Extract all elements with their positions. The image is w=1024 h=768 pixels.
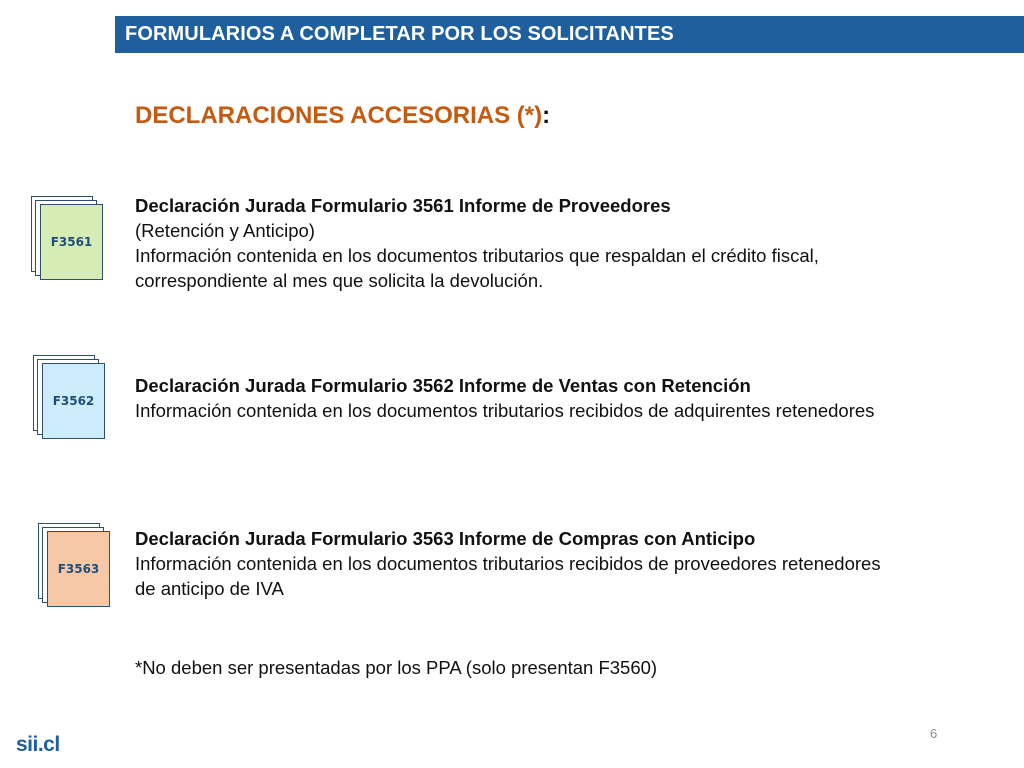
form-f3561-line: Información contenida en los documentos tributarios que respaldan el crédito fiscal,: [135, 245, 819, 266]
header-bar: [115, 16, 1024, 53]
form-f3563-description: [135, 526, 1010, 601]
section-title: [135, 102, 550, 130]
section-title-colon: :: [542, 102, 551, 129]
form-f3561-description: [135, 193, 1010, 293]
form-f3561-title: Declaración Jurada Formulario 3561 Informe de Proveedores: [135, 195, 671, 216]
form-f3561-icon: [31, 196, 103, 280]
page-number: 6: [930, 726, 938, 741]
header-title: FORMULARIOS A COMPLETAR POR LOS SOLICITANTES: [125, 23, 674, 45]
form-f3563-icon: [38, 523, 110, 607]
form-f3561-code: F3561: [50, 235, 93, 249]
form-f3563-title: Declaración Jurada Formulario 3563 Informe de Compras con Anticipo: [135, 528, 756, 549]
form-f3561-line: (Retención y Anticipo): [135, 220, 315, 241]
form-f3562-code: F3562: [52, 394, 95, 408]
form-f3563-line: de anticipo de IVA: [135, 578, 284, 599]
section-title-text: DECLARACIONES ACCESORIAS (*): [135, 102, 543, 129]
form-f3562-title: Declaración Jurada Formulario 3562 Informe de Ventas con Retención: [135, 375, 751, 396]
sii-logo: sii.cl: [16, 733, 60, 756]
form-f3562-description: [135, 373, 1010, 423]
form-f3563-code: F3563: [57, 562, 100, 576]
form-f3563-line: Información contenida en los documentos tributarios recibidos de proveedores retenedores: [135, 553, 881, 574]
form-f3561-line: correspondiente al mes que solicita la devolución.: [135, 270, 544, 291]
form-f3562-icon: [33, 355, 105, 439]
form-f3562-line: Información contenida en los documentos tributarios recibidos de adquirentes retenedores: [135, 400, 875, 421]
footnote: *No deben ser presentadas por los PPA (solo presentan F3560): [135, 657, 658, 678]
